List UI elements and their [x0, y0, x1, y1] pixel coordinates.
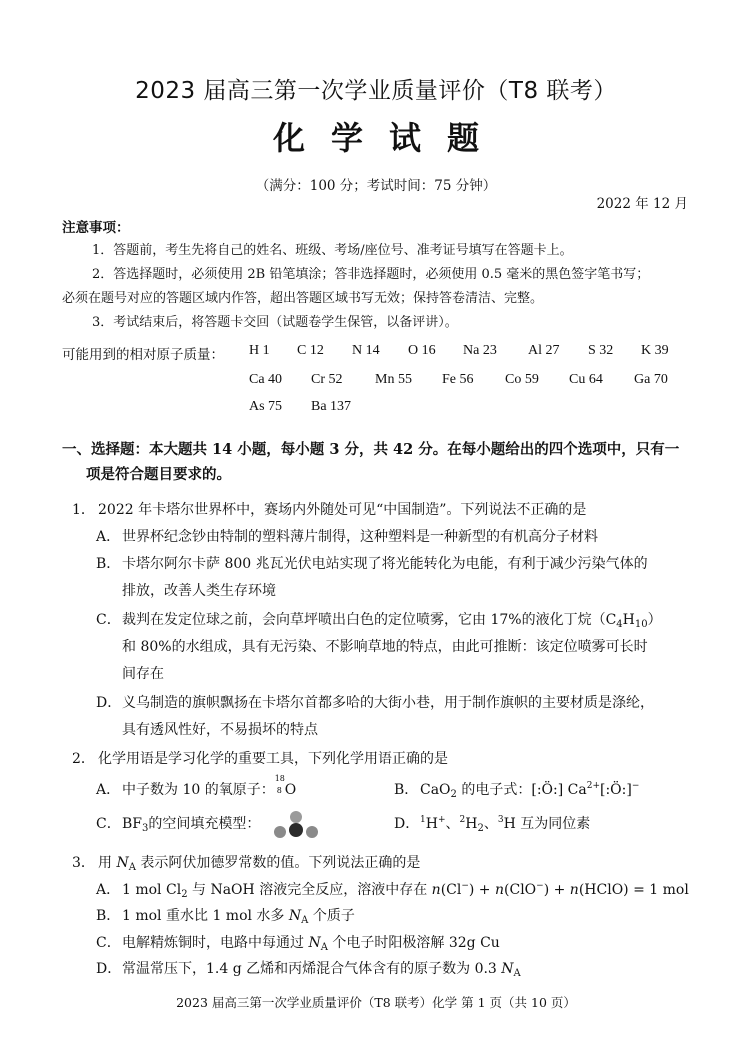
- q2-stem: 化学用语是学习化学的重要工具，下列化学用语正确的是: [98, 751, 448, 767]
- section-heading: 一、选择题：本大题共 14 小题，每小题 3 分，共 42 分。在每小题给出的四个选项中，只有一: [62, 441, 680, 458]
- q3-option-c: 电解精炼铜时，电路中每通过 $N_A$ 个电子时阳极溶解 32g Cu: [122, 935, 500, 953]
- mass-c: C 12: [297, 343, 324, 358]
- fluorine-atom-left: [274, 826, 286, 838]
- q1-option-d-cont: 具有透风性好，不易损坏的特点: [122, 722, 318, 738]
- q1-option-a: 世界杯纪念钞由特制的塑料薄片制得，这种塑料是一种新型的有机高分子材料: [122, 529, 598, 545]
- score-time: （满分：100 分；考试时间：75 分钟）: [255, 178, 497, 194]
- mass-h: H 1: [249, 343, 270, 358]
- q1-option-d: 义乌制造的旗帜飘扬在卡塔尔首都多哈的大街小巷，用于制作旗帜的主要材质是涤纶，: [122, 695, 654, 711]
- mass-n: N 14: [352, 343, 380, 358]
- note-2: 2．答选择题时，必须使用 2B 铅笔填涂；答非选择题时，必须使用 0.5 毫米的黑色签字笔书写；: [92, 267, 650, 282]
- mass-s: S 32: [588, 343, 614, 358]
- boron-atom: [289, 823, 303, 837]
- q2-option-c: $BF_3$的空间填充模型：: [122, 816, 261, 834]
- mass-fe: Fe 56: [442, 372, 474, 387]
- note-1: 1．答题前，考生先将自己的姓名、班级、考场/座位号、准考证号填写在答题卡上。: [92, 243, 573, 258]
- mass-al: Al 27: [528, 343, 560, 358]
- q3-option-b: 1 mol 重水比 1 mol 水多 $N_A$ 个质子: [122, 908, 355, 926]
- q2-option-d: $^1$H+、$^2H_2$、$^3$H 互为同位素: [420, 815, 591, 834]
- mass-ga: Ga 70: [634, 372, 668, 387]
- mass-as: As 75: [249, 399, 283, 414]
- mass-co: Co 59: [505, 372, 539, 387]
- mass-na: Na 23: [463, 343, 497, 358]
- q3-option-a: 1 mol $Cl_2$ 与 NaOH 溶液完全反应，溶液中存在 n(Cl−) + n(ClO−) + n(HClO) = 1 mol: [122, 881, 689, 900]
- mass-cu: Cu 64: [569, 372, 603, 387]
- q2-option-b-letter: B．: [394, 782, 419, 798]
- q1-option-b-cont: 排放，改善人类生存环境: [122, 583, 276, 599]
- note-3: 3．考试结束后，将答题卡交回（试题卷学生保管，以备评讲）。: [92, 315, 458, 330]
- fluorine-atom-top: [290, 811, 302, 823]
- q1-option-d-letter: D．: [96, 695, 122, 711]
- bf3-space-filling-model: [272, 810, 320, 840]
- q3-option-b-letter: B．: [96, 908, 121, 924]
- mass-mn: Mn 55: [375, 372, 412, 387]
- q3-number: 3．: [72, 855, 95, 871]
- q3-option-d: 常温常压下，1.4 g 乙烯和丙烯混合气体含有的原子数为 0.3 $N_A$: [122, 961, 521, 979]
- q2-option-b: CaO$_2$ 的电子式：[:Ö:] $Ca^{2+}[:Ö:]^-$: [420, 781, 640, 800]
- q3-option-c-letter: C．: [96, 935, 121, 951]
- page-footer: 2023 届高三第一次学业质量评价（T8 联考）化学 第 1 页（共 10 页）: [176, 995, 576, 1010]
- q2-option-c-letter: C．: [96, 816, 121, 832]
- q1-option-b: 卡塔尔阿尔卡萨 800 兆瓦光伏电站实现了将光能转化为电能，有利于减少污染气体的: [122, 556, 648, 572]
- q1-option-b-letter: B．: [96, 556, 121, 572]
- q2-option-a-letter: A．: [96, 782, 121, 798]
- q2-option-a: 中子数为 10 的氧原子： 18 8 O: [122, 774, 297, 798]
- mass-ba: Ba 137: [311, 399, 352, 414]
- q2-number: 2．: [72, 751, 95, 767]
- q1-option-c-cont2: 间存在: [122, 666, 164, 682]
- q1-option-c-cont: 和 80%的水组成，具有无污染、不影响草地的特点，由此可推断：该定位喷雾可长时: [122, 639, 648, 655]
- mass-cr: Cr 52: [311, 372, 343, 387]
- notes-heading: 注意事项：: [62, 220, 130, 236]
- exam-date: 2022 年 12 月: [596, 196, 688, 212]
- q1-stem: 2022 年卡塔尔世界杯中，赛场内外随处可见“中国制造”。下列说法不正确的是: [98, 502, 587, 518]
- q1-option-c: 裁判在发定位球之前，会向草坪喷出白色的定位喷雾，它由 17%的液化丁烷$(C_4H_{10})$: [122, 612, 662, 630]
- mass-ca: Ca 40: [249, 372, 283, 387]
- q1-number: 1．: [72, 502, 95, 518]
- atomic-mass-label: 可能用到的相对原子质量：: [62, 347, 224, 363]
- q2-option-d-letter: D．: [394, 816, 420, 832]
- q3-option-d-letter: D．: [96, 961, 122, 977]
- q1-option-c-letter: C．: [96, 612, 121, 628]
- section-heading-cont: 项是符合题目要求的。: [86, 466, 231, 483]
- subject-title: 化学试题: [272, 119, 505, 157]
- exam-title: 2023 届高三第一次学业质量评价（T8 联考）: [135, 78, 617, 104]
- mass-o: O 16: [408, 343, 436, 358]
- q3-stem: 用 $N_A$ 表示阿伏加德罗常数的值。下列说法正确的是: [98, 855, 421, 873]
- note-2-cont: 必须在题号对应的答题区域内作答，超出答题区域书写无效；保持答卷清洁、完整。: [62, 291, 544, 306]
- fluorine-atom-right: [306, 826, 318, 838]
- mass-k: K 39: [641, 343, 669, 358]
- q1-option-a-letter: A．: [96, 529, 121, 545]
- q3-option-a-letter: A．: [96, 882, 121, 898]
